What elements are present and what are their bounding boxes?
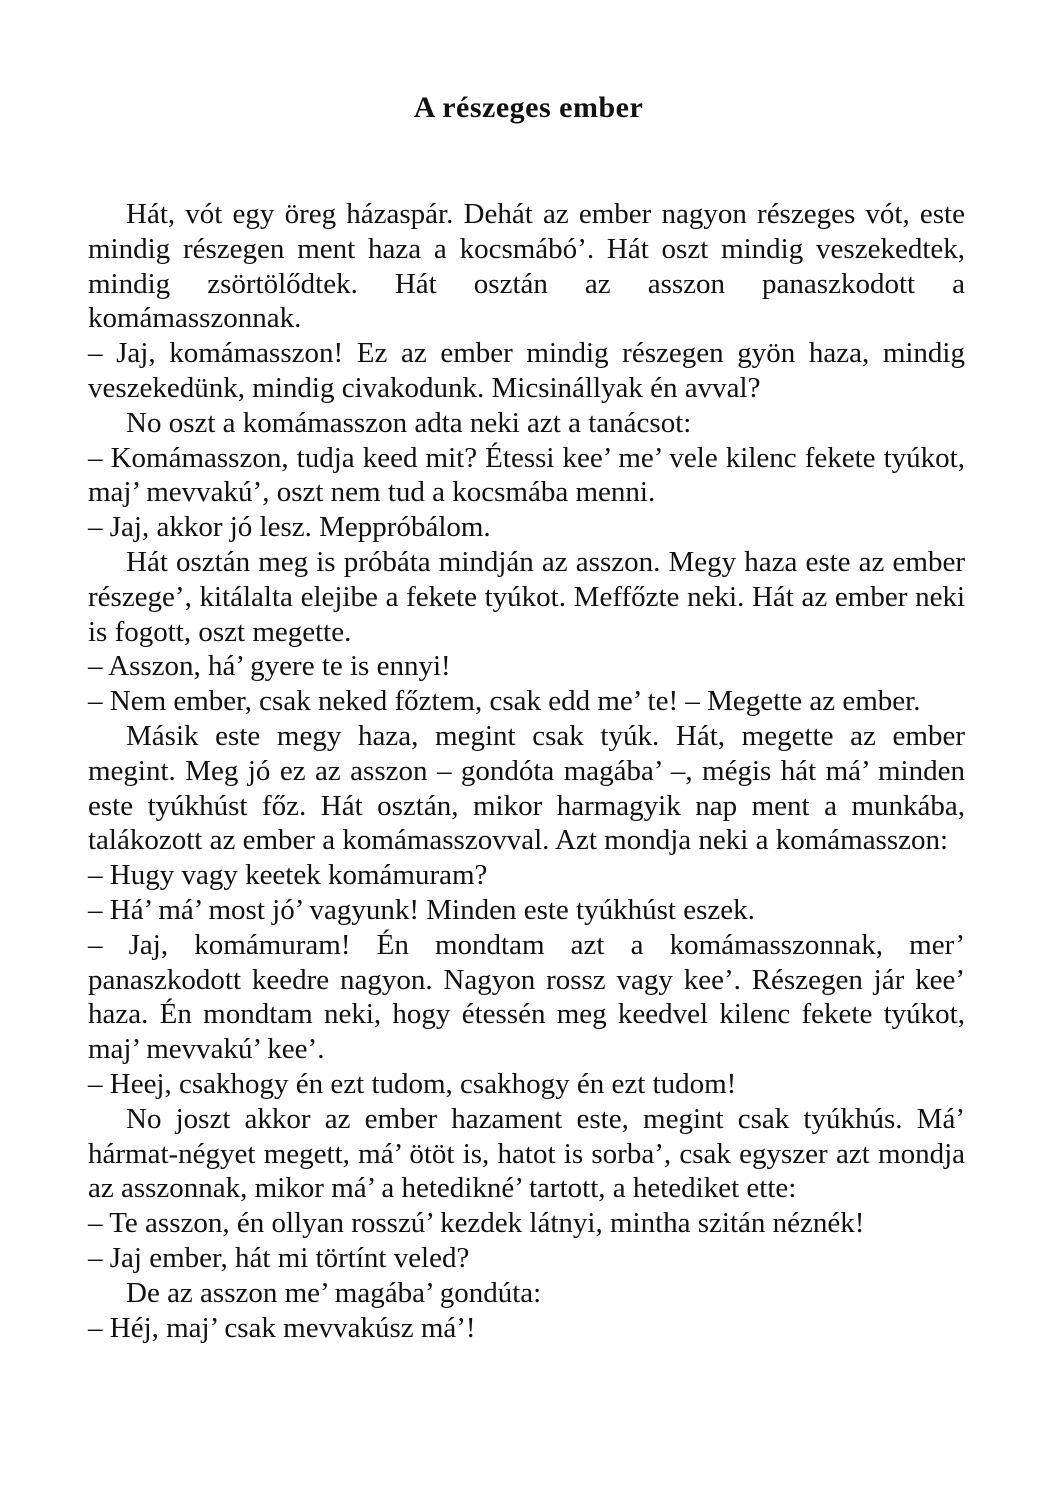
narrative-paragraph: No oszt a komámasszon adta neki azt a tanácsot: (126, 406, 692, 439)
dialogue-paragraph: – Asszon, há’ gyere te is ennyi! (88, 650, 451, 683)
dialogue-paragraph: – Jaj ember, hát mi törtínt veled? (88, 1241, 470, 1274)
dialogue-paragraph: – Nem ember, csak neked főztem, csak edd me’ te! – Megette az ember. (88, 685, 921, 718)
dialogue-paragraph: – Hugy vagy keetek komámuram? (88, 859, 488, 892)
page-title: A részeges ember (413, 91, 644, 124)
dialogue-paragraph: – Há’ má’ most jó’ vagyunk! Minden este tyúkhúst eszek. (88, 893, 755, 926)
story-text (88, 197, 965, 1345)
narrative-paragraph: Hát osztán meg is próbáta mindján az asszon. Megy haza este az ember részege’, kitálalta elejibe a fekete tyúkot. Meffőzte neki. Hát az ember neki is fogott, oszt megette. (88, 545, 965, 648)
dialogue-paragraph: – Te asszon, én ollyan rosszú’ kezdek látnyi, mintha szitán néznék! (88, 1207, 865, 1240)
dialogue-paragraph: – Heej, csakhogy én ezt tudom, csakhogy én ezt tudom! (88, 1067, 737, 1100)
dialogue-paragraph: – Jaj, komámasszon! Ez az ember mindig részegen gyön haza, mindig veszekedünk, mindig civakodunk. Micsinállyak én avval? (88, 337, 965, 404)
dialogue-paragraph: – Jaj, akkor jó lesz. Meppróbálom. (88, 511, 491, 544)
dialogue-paragraph: – Jaj, komámuram! Én mondtam azt a komámasszonnak, mer’ panaszkodott keedre nagyon. Nagyon rossz vagy kee’. Részegen jár kee’ haza. Én mondtam neki, hogy étessén meg keedvel kilenc fekete tyúkot, maj’ mevvakú’ kee’. (88, 928, 965, 1066)
dialogue-paragraph: – Komámasszon, tudja keed mit? Étessi kee’ me’ vele kilenc fekete tyúkot, maj’ mevvakú’, oszt nem tud a kocsmába menni. (88, 441, 965, 509)
narrative-paragraph: De az asszon me’ magába’ gondúta: (126, 1276, 542, 1309)
narrative-paragraph: Másik este megy haza, megint csak tyúk. Hát, megette az ember megint. Meg jó ez az asszon – gondóta magába’ –, mégis hát má’ minden este tyúkhúst főz. Hát osztán, mikor harmagyik nap ment a munkába, talákozott az ember a komámasszovval. Azt mondja neki a komámasszon: (88, 719, 965, 857)
narrative-paragraph: Hát, vót egy öreg házaspár. Dehát az ember nagyon részeges vót, este mindig részegen ment haza a kocsmábó’. Hát oszt mindig veszekedtek, mindig zsörtölődtek. Hát osztán az asszon panaszkodott a komámasszonnak. (88, 198, 965, 335)
dialogue-paragraph: – Héj, maj’ csak mevvakúsz má’! (88, 1311, 476, 1344)
narrative-paragraph: No joszt akkor az ember hazament este, megint csak tyúkhús. Má’ hármat-négyet megett, má’ ötöt is, hatot is sorba’, csak egyszer azt mondja az asszonnak, mikor má’ a hetedikné’ tartott, a hetediket ette: (88, 1102, 965, 1205)
